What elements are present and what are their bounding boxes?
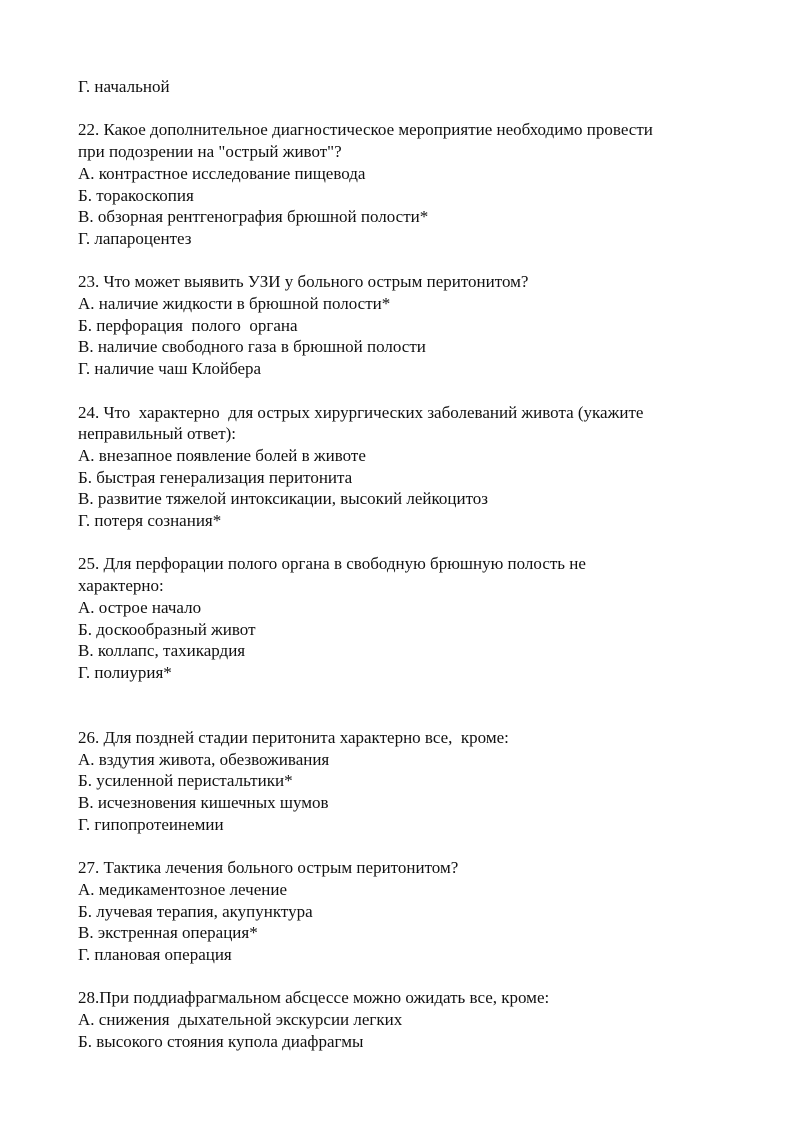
answer-option: А. контрастное исследование пищевода: [78, 163, 366, 183]
answer-option: В. обзорная рентгенография брюшной полости*: [78, 207, 429, 227]
answer-option: Г. гипопротеинемии: [78, 814, 224, 834]
answer-option: В. коллапс, тахикардия: [78, 641, 246, 661]
answer-option: А. острое начало: [78, 597, 202, 617]
answer-option: В. исчезновения кишечных шумов: [78, 793, 329, 813]
answer-option: Г. наличие чаш Клойбера: [78, 359, 262, 379]
question-text-line: неправильный ответ):: [78, 424, 237, 444]
question-26: [78, 727, 738, 836]
question-23: [78, 271, 738, 380]
answer-option: А. наличие жидкости в брюшной полости*: [78, 294, 391, 313]
answer-option: А. снижения дыхательной экскурсии легких: [78, 1010, 403, 1030]
question-27: [78, 857, 738, 966]
answer-option: В. экстренная операция*: [78, 923, 258, 943]
answer-option: Б. усиленной перистальтики*: [78, 771, 293, 791]
question-text-line: характерно:: [78, 576, 164, 596]
answer-option: Б. лучевая терапия, акупунктура: [78, 901, 313, 921]
question-text-line: 28.При поддиафрагмальном абсцессе можно ожидать все, кроме:: [78, 988, 550, 1008]
question-text-line: 22. Какое дополнительное диагностическое мероприятие необходимо провести: [78, 120, 653, 140]
document-page: [78, 76, 738, 1053]
answer-option: Г. лапароцентез: [78, 228, 192, 248]
answer-option: Б. торакоскопия: [78, 185, 194, 205]
question-text-line: 26. Для поздней стадии перитонита характерно все, кроме:: [78, 728, 509, 748]
answer-option: А. вздутия живота, обезвоживания: [78, 749, 330, 769]
carryover-option: Г. начальной: [78, 77, 170, 96]
answer-option: Б. высокого стояния купола диафрагмы: [78, 1031, 364, 1051]
question-text-line: 27. Тактика лечения больного острым перитонитом?: [78, 858, 459, 878]
question-28: [78, 987, 738, 1052]
answer-option: Б. доскообразный живот: [78, 619, 256, 639]
question-text-line: 25. Для перфорации полого органа в свободную брюшную полость не: [78, 554, 586, 574]
question-text-line: 24. Что характерно для острых хирургических заболеваний живота (укажите: [78, 402, 644, 422]
question-text-line: 23. Что может выявить УЗИ у больного острым перитонитом?: [78, 272, 529, 292]
answer-option: Г. потеря сознания*: [78, 511, 222, 531]
answer-option: В. развитие тяжелой интоксикации, высокий лейкоцитоз: [78, 489, 489, 509]
answer-option: Г. полиурия*: [78, 662, 172, 682]
question-text-line: при подозрении на "острый живот"?: [78, 142, 342, 162]
question-25: [78, 553, 738, 683]
answer-option: А. внезапное появление болей в животе: [78, 445, 366, 465]
question-24: [78, 402, 738, 532]
answer-option: Б. быстрая генерализация перитонита: [78, 467, 353, 487]
answer-option: Б. перфорация полого органа: [78, 315, 298, 335]
question-22: [78, 119, 738, 249]
answer-option: Г. плановая операция: [78, 945, 232, 965]
answer-option: А. медикаментозное лечение: [78, 879, 288, 899]
answer-option: В. наличие свободного газа в брюшной полости: [78, 337, 426, 357]
